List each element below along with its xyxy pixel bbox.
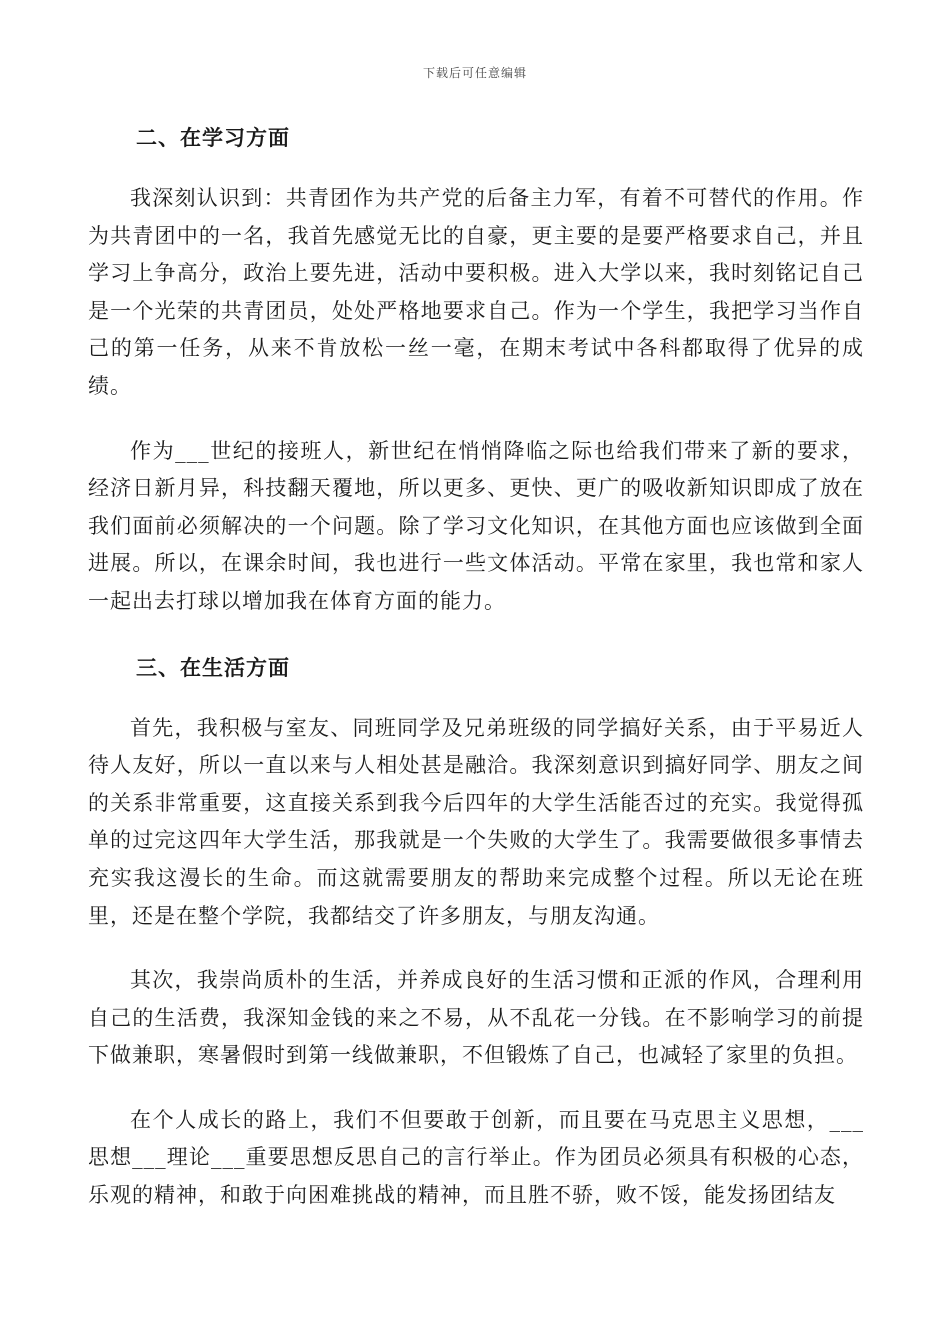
- document-body: [88, 118, 864, 1215]
- section-heading-study: 二、在学习方面: [136, 125, 290, 150]
- section-heading-life: 三、在生活方面: [136, 654, 290, 680]
- paragraph: 在个人成长的路上，我们不但要敢于创新，而且要在马克思主义思想，___思想___理论___重要思想反思自己的言行举止。作为团员必须具有积极的心态，乐观的精神，和敢于向困难挑战的精神，而且胜不骄，败不馁，能发扬团结友: [88, 1107, 864, 1208]
- paragraph: 作为___世纪的接班人，新世纪在悄悄降临之际也给我们带来了新的要求，经济日新月异，科技翻天覆地，所以更多、更快、更广的吸收新知识即成了放在我们面前必须解决的一个问题。除了学习文化知识，在其他方面也应该做到全面进展。所以，在课余时间，我也进行一些文体活动。平常在家里，我也常和家人一起出去打球以增加我在体育方面的能力。: [88, 438, 864, 613]
- paragraph: 其次，我崇尚质朴的生活，并养成良好的生活习惯和正派的作风，合理利用自己的生活费，我深知金钱的来之不易，从不乱花一分钱。在不影响学习的前提下做兼职，寒暑假时到第一线做兼职，不但锻炼了自己，也减轻了家里的负担。: [88, 968, 864, 1068]
- page-header: 下载后可任意编辑: [422, 66, 527, 80]
- paragraph: 首先，我积极与室友、同班同学及兄弟班级的同学搞好关系，由于平易近人待人友好，所以一直以来与人相处甚是融洽。我深刻意识到搞好同学、朋友之间的关系非常重要，这直接关系到我今后四年的大学生活能否过的充实。我觉得孤单的过完这四年大学生活，那我就是一个失败的大学生了。我需要做很多事情去充实我这漫长的生命。而这就需要朋友的帮助来完成整个过程。所以无论在班里，还是在整个学院，我都结交了许多朋友，与朋友沟通。: [88, 715, 864, 928]
- paragraph: 我深刻认识到：共青团作为共产党的后备主力军，有着不可替代的作用。作为共青团中的一名，我首先感觉无比的自豪，更主要的是要严格要求自己，并且学习上争高分，政治上要先进，活动中要积极。进入大学以来，我时刻铭记自己是一个光荣的共青团员，处处严格地要求自己。作为一个学生，我把学习当作自己的第一任务，从来不肯放松一丝一毫，在期末考试中各科都取得了优异的成绩。: [88, 186, 864, 398]
